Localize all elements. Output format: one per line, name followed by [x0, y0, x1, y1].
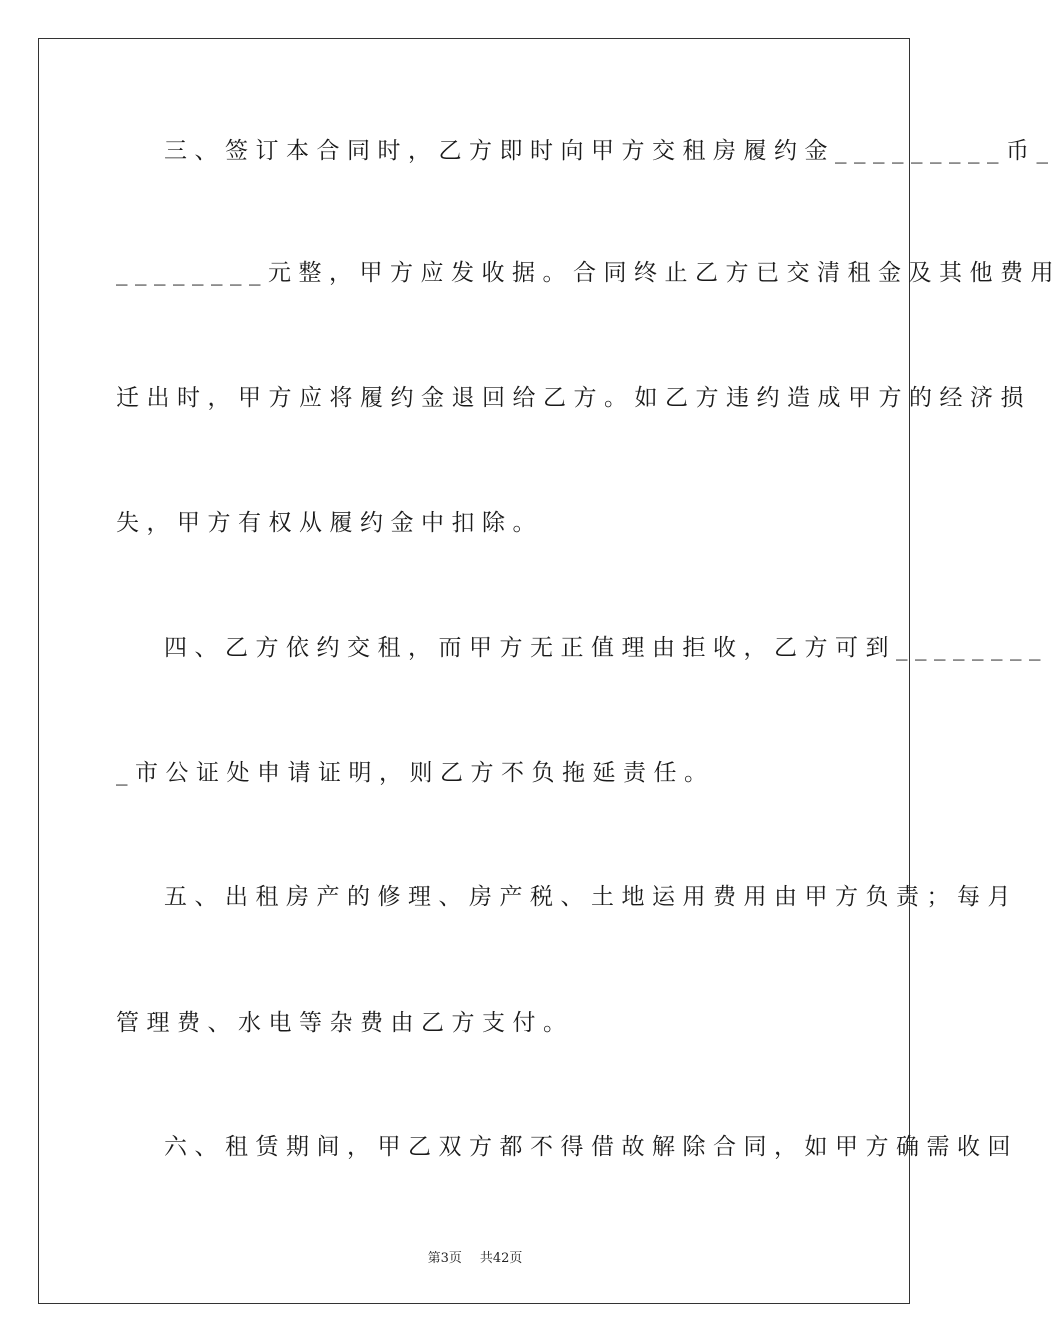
- clause-5-line-1: 五、出租房产的修理、房产税、土地运用费用由甲方负责；每月: [164, 884, 1018, 910]
- clause-5-line-2: 管理费、水电等杂费由乙方支付。: [116, 1010, 574, 1036]
- clause-3-line-1: 三、签订本合同时，乙方即时向甲方交租房履约金_________币_: [164, 138, 1056, 164]
- clause-4-line-1: 四、乙方依约交租，而甲方无正值理由拒收，乙方可到________: [164, 635, 1048, 661]
- clause-3-line-3: 迁出时，甲方应将履约金退回给乙方。如乙方违约造成甲方的经济损: [116, 385, 1031, 411]
- clause-3-line-2: ________元整，甲方应发收据。合同终止乙方已交清租金及其他费用: [116, 260, 1061, 286]
- page-total: 共42页: [479, 1251, 523, 1266]
- clause-6-line-1: 六、租赁期间，甲乙双方都不得借故解除合同，如甲方确需收回: [164, 1134, 1018, 1160]
- clause-3-line-4: 失，甲方有权从履约金中扣除。: [116, 510, 543, 536]
- clause-4-line-2: _市公证处申请证明，则乙方不负拖延责任。: [116, 760, 715, 786]
- page-border: [38, 38, 1061, 1304]
- page-footer: [0, 1247, 950, 1266]
- page-number: 第3页: [427, 1251, 462, 1266]
